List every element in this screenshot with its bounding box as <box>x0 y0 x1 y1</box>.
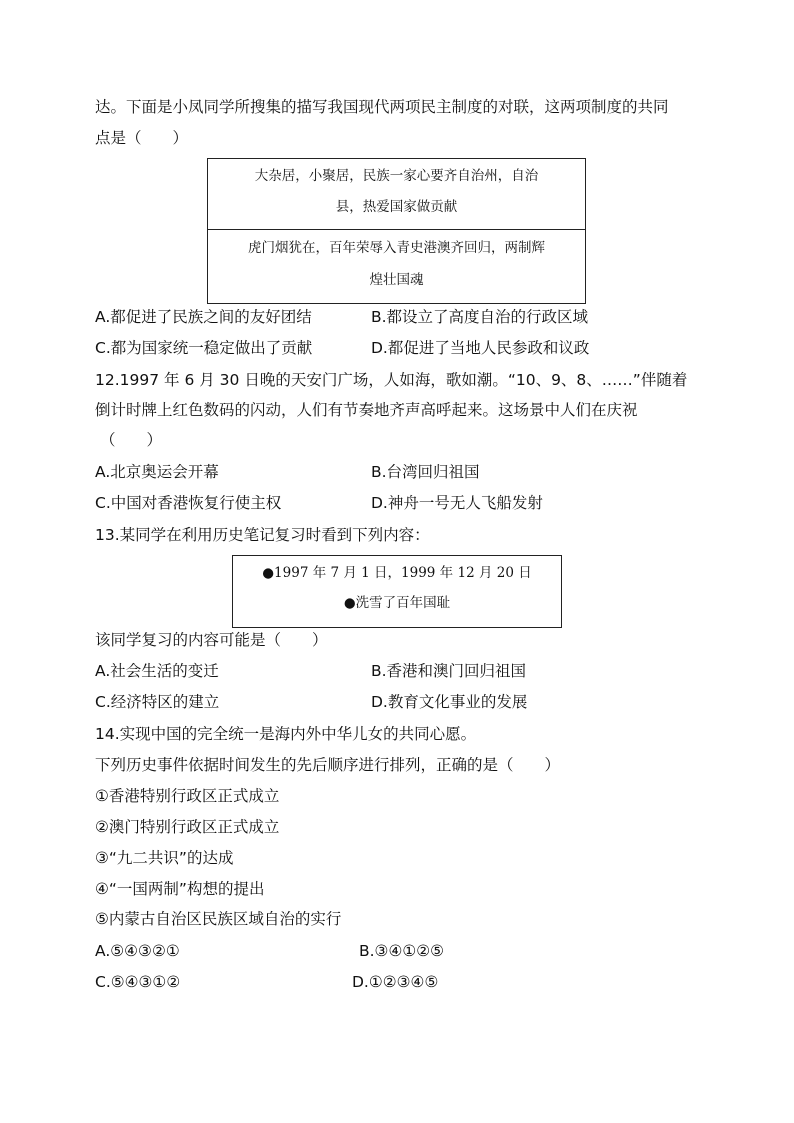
q14-event-1: ①香港特别行政区正式成立 <box>95 787 280 805</box>
q14-event-5: ⑤内蒙古自治区民族区域自治的实行 <box>95 910 342 928</box>
q12-option-a[interactable]: A.北京奥运会开幕 <box>95 463 219 481</box>
couplet2-line2: 煌壮国魂 <box>369 272 424 288</box>
q14-option-c[interactable]: C.⑤④③①② <box>95 973 181 991</box>
q14-stem-line1: 14.实现中国的完全统一是海内外中华儿女的共同心愿。 <box>95 725 477 743</box>
q14-event-4: ④“一国两制”构想的提出 <box>95 880 265 898</box>
bullet-icon: ● <box>343 595 356 611</box>
q13-option-c[interactable]: C.经济特区的建立 <box>95 693 220 711</box>
q11-couplet-table <box>207 158 586 304</box>
q11-option-b[interactable]: B.都设立了高度自治的行政区域 <box>371 308 589 326</box>
couplet1-line2: 县，热爱国家做贡献 <box>335 199 458 215</box>
q12-stem-line3: （ ） <box>100 431 163 449</box>
q13-option-b[interactable]: B.香港和澳门回归祖国 <box>371 662 527 680</box>
q14-option-d[interactable]: D.①②③④⑤ <box>352 973 439 991</box>
q13-note-box <box>232 555 562 628</box>
q13-option-a[interactable]: A.社会生活的变迁 <box>95 662 219 680</box>
q12-option-d[interactable]: D.神舟一号无人飞船发射 <box>371 494 543 512</box>
q13-stem: 13.某同学在利用历史笔记复习时看到下列内容： <box>95 526 430 544</box>
q11-stem-line2: 点是（ ） <box>95 129 189 147</box>
q12-stem-line2: 倒计时牌上红色数码的闪动，人们有节奏地齐声高呼起来。这场景中人们在庆祝 <box>95 401 638 419</box>
note-line1: 1997 年 7 月 1 日，1999 年 12 月 20 日 <box>274 565 532 581</box>
bullet-icon: ● <box>262 565 275 581</box>
q13-option-d[interactable]: D.教育文化事业的发展 <box>371 693 528 711</box>
couplet2-line1: 虎门烟犹在，百年荣辱入青史港澳齐回归，两制辉 <box>248 240 545 256</box>
q14-option-b[interactable]: B.③④①②⑤ <box>359 942 445 960</box>
q14-option-a[interactable]: A.⑤④③②① <box>95 942 180 960</box>
couplet1-line1: 大杂居，小聚居，民族一家心要齐自治州，自治 <box>254 168 539 184</box>
q11-option-d[interactable]: D.都促进了当地人民参政和议政 <box>371 339 590 357</box>
q11-stem-line1: 达。下面是小凤同学所搜集的描写我国现代两项民主制度的对联，这两项制度的共同 <box>95 98 669 116</box>
couplet-divider <box>208 229 585 230</box>
q11-option-c[interactable]: C.都为国家统一稳定做出了贡献 <box>95 339 313 357</box>
note-line2: 洗雪了百年国耻 <box>355 595 451 611</box>
q13-question: 该同学复习的内容可能是（ ） <box>95 631 328 649</box>
q14-event-2: ②澳门特别行政区正式成立 <box>95 818 280 836</box>
q12-option-c[interactable]: C.中国对香港恢复行使主权 <box>95 494 282 512</box>
q12-option-b[interactable]: B.台湾回归祖国 <box>371 463 480 481</box>
q14-stem-line2: 下列历史事件依据时间发生的先后顺序进行排列，正确的是（ ） <box>95 756 561 774</box>
q12-stem-line1: 12.1997 年 6 月 30 日晚的天安门广场，人如海，歌如潮。“10、9、8、……”伴随着 <box>95 371 688 389</box>
q11-option-a[interactable]: A.都促进了民族之间的友好团结 <box>95 308 312 326</box>
q14-event-3: ③“九二共识”的达成 <box>95 849 234 867</box>
